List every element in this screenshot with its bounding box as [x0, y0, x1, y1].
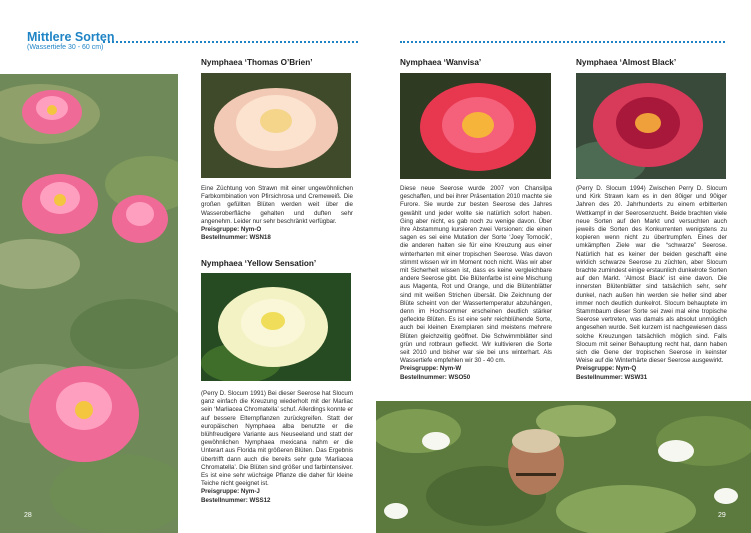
page-number-right: 29	[718, 512, 726, 519]
entry-text-almost-black	[576, 185, 727, 382]
photo-pink-water-lilies	[0, 74, 178, 533]
entry-text-wanvisa	[400, 185, 552, 382]
entry-order-number: Bestellnummer: WSN18	[201, 234, 271, 242]
entry-title-yellow-sensation: Nymphaea ‘Yellow Sensation’	[201, 259, 317, 268]
entry-body: Eine Züchtung von Strawn mit einer ungewöhnlichen Farbkombination von Pfirsichrosa und Cremeweiß. Die großen gefüllten Blüten werden weit über die Wasseroberfläche gehalten und duften sehr angenehm. Leider nur sehr beschränkt verfügbar.	[201, 185, 353, 225]
entry-text-yellow-sensation	[201, 390, 353, 505]
entry-body: Diese neue Seerose wurde 2007 von Chansilpa geschaffen, und bei ihrer Präsentation 2010 machte sie Furore. Sie wurde zur besten Seerose des Jahres gewählt und jeder wollte sie natürlich sofort haben. Ging aber nicht, es gab noch zu wenige davon. Über ihre Abstammung kursieren zwei Versionen: die einen sagen es sei eine Mutation der Sorte ‘Joey Tomocik’, die anderen halten sie für eine Kreuzung aus einer winterharten mit einer tropischen Seerose. Was davon stimmt wissen wir im Moment noch nicht. Was wir aber mit Sicherheit wissen ist, dass es keine vergleichbare andere Seerose gibt. Die Blütenfarbe ist eine Mischung aus Magenta, Rot und Orange, und die Blütenblätter sind mit weißen Strichen übersät. Die Zeichnung der Blüte scheint von der Wassertemperatur abzuhängen, denn im Hochsommer erscheinen deutlich stärker gefleckte Blüten. Es ist eine sehr reichblühende Sorte, auch bei kleinen Exemplaren sind meistens mehrere Blüten gleichzeitig geöffnet. Die Schwimmblätter sind grün und rotbraun gefleckt. Wir kultivieren die Sorte seit 2010 und bisher war sie bei uns winterhart. Als Wassertiefe empfehlen wir 30 - 40 cm.	[400, 185, 552, 365]
page-number-left: 28	[24, 512, 32, 519]
entry-price-group: Preisgruppe: Nym-O	[201, 226, 262, 234]
entry-price-group: Preisgruppe: Nym-Q	[576, 365, 637, 373]
photo-yellow-sensation	[201, 273, 351, 381]
entry-order-number: Bestellnummer: WSW31	[576, 373, 648, 381]
photo-almost-black	[576, 73, 726, 179]
entry-order-number: Bestellnummer: WSS12	[201, 496, 271, 504]
section-subtitle: (Wassertiefe 30 - 60 cm)	[27, 44, 104, 51]
entry-body: (Perry D. Slocum 1994) Zwischen Perry D. Slocum und Kirk Strawn kam es in den 80iger und 90iger Jahren des 20. Jahrhunderts zu einem erbitterten Wettkampf in der Seerosenzucht. Beide brachten viele neue Sorten auf den Markt und versuchten auch jeweils die Sorten des Konkurrenten wenigstens zu kopieren wenn nicht zu übertrumpfen. Eines der umkämpften Ziele war die “schwarze” Seerose. Natürlich hat es keiner der beiden geschafft eine wirklich schwarze Seerose zu züchten, aber Slocum brachte zumindest einige erstaunlich dunkelrote Sorten auf den Markt. ‘Almost Black’ ist eine davon. Die innersten Blütenblätter sind tatsächlich sehr, sehr dunkel, nach außen hin werden sie heller sind aber immer noch deutlich dunkelrot. Slocum behauptete im Stammbaum dieser Sorte sei zwei mal eine tropische Seerose vertreten, was damals als absolut unmöglich angesehen wurde. Seit kurzem ist nachgewiesen dass solche Kreuzungen tatsächlich möglich sind. Falls Slocum mit seiner Behauptung recht hat, dann haben sich die Gene der tropischen Seerose in keinster Weise auf die Winterhärte dieser Seerose ausgewirkt.	[576, 185, 727, 365]
entry-title-almost-black: Nymphaea ‘Almost Black’	[576, 58, 677, 67]
dotted-rule-left	[103, 41, 358, 43]
photo-man-in-pond	[376, 401, 751, 533]
photo-thomas-obrien	[201, 73, 351, 178]
entry-body: (Perry D. Slocum 1991) Bei dieser Seerose hat Slocum ganz einfach die Kreuzung wiederholt mit der Marliac sein ‘Marliacea Chromatella’ schuf. Allerdings konnte er auf bessere Elternpflanzen zurückgreifen. Statt der europäischen Nymphaea alba benutzte er die blühfreudigere Variante aus Neuseeland und statt der gewöhnlichen Nymphaea mexicana nahm er die Unterart aus Florida mit größeren Blüten. Das Ergebnis übertrifft dann auch die bereits sehr gute ‘Marliacea Chromatella’. Die Blüten sind größer und farbintensiver. Es ist eine sehr wüchsige Pflanze die daher für kleine Teiche nicht geeignet ist.	[201, 390, 354, 488]
entry-text-thomas-obrien	[201, 185, 353, 242]
dotted-rule-right	[400, 41, 725, 43]
photo-wanvisa	[400, 73, 551, 179]
entry-title-thomas-obrien: Nymphaea ‘Thomas O’Brien’	[201, 58, 313, 67]
entry-price-group: Preisgruppe: Nym-W	[400, 365, 462, 373]
entry-price-group: Preisgruppe: Nym-J	[201, 488, 260, 496]
section-title: Mittlere Sorten	[27, 30, 115, 44]
entry-title-wanvisa: Nymphaea ‘Wanvisa’	[400, 58, 482, 67]
entry-order-number: Bestellnummer: WSO50	[400, 373, 471, 381]
